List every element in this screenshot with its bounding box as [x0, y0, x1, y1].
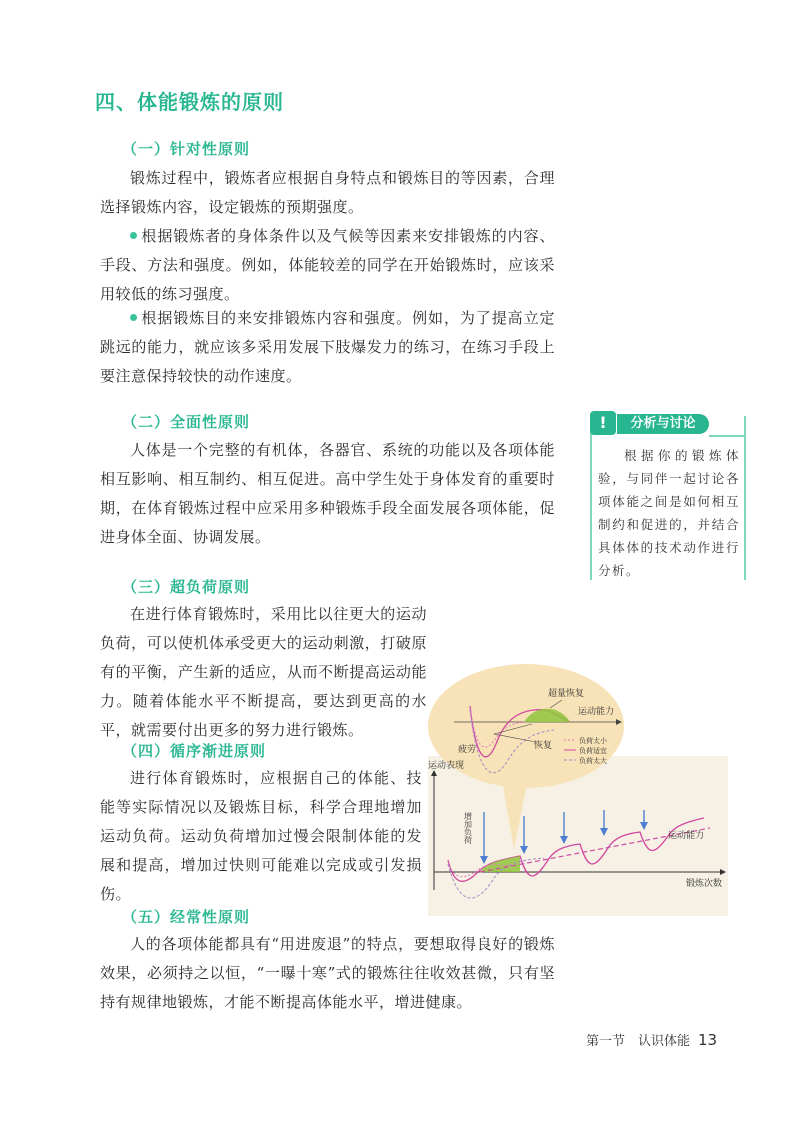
- divider: [709, 435, 744, 437]
- page-title: 四、体能锻炼的原则: [95, 90, 284, 114]
- label-recovery: 恢复: [534, 741, 553, 751]
- bullet-icon: [130, 314, 137, 321]
- legend-right: 负荷适宜: [579, 747, 607, 755]
- discussion-text: 根据你的锻炼体验，与同伴一起讨论各项体能之间是如何相互制约和促进的，并结合具体体的技术动作进行分析。: [598, 448, 740, 578]
- bullet-text: 根据锻炼目的来安排锻炼内容和强度。例如，为了提高立定跳远的能力，就应该多采用发展下肢爆发力的练习，在练习手段上要注意保持较快的动作速度。: [100, 309, 555, 385]
- section-heading-targeted: （一）针对性原则: [122, 140, 251, 158]
- label-load-increase: 增加负荷: [463, 812, 473, 844]
- exclamation-icon: !: [590, 411, 616, 435]
- label-supercompensation: 超量恢复: [548, 689, 585, 699]
- section-heading-regularity: （五）经常性原则: [122, 908, 251, 926]
- paragraph: 人的各项体能都具有“用进废退”的特点，要想取得良好的锻炼效果，必须持之以恒，“一曝十寒”式的锻炼往往收效甚微，只有坚持有规律地锻炼，才能不断提高体能水平，增进健康。: [100, 935, 555, 1011]
- legend-small: 负荷太小: [579, 737, 607, 745]
- label-ability-inset: 运动能力: [578, 707, 615, 717]
- supercompensation-figure: [424, 660, 734, 922]
- bullet-paragraph: [100, 304, 555, 391]
- y-axis-label: 运动表现: [428, 761, 465, 771]
- section-heading-overload: （三）超负荷原则: [122, 578, 251, 596]
- section-heading-comprehensive: （二）全面性原则: [122, 413, 251, 431]
- legend-large: 负荷太大: [579, 757, 607, 765]
- discussion-title: 分析与讨论: [617, 414, 709, 434]
- paragraph: 进行体育锻炼时，应根据自己的体能、技能等实际情况以及锻炼目标，科学合理地增加运动负荷。运动负荷增加过慢会限制体能的发展和提高，增加过快则可能难以完成或引发损伤。: [100, 769, 422, 903]
- page-footer: [586, 1030, 717, 1049]
- x-axis-label: 锻炼次数: [686, 879, 723, 889]
- footer-section: 第一节 认识体能: [586, 1034, 691, 1049]
- label-fatigue: 疲劳: [458, 745, 477, 755]
- bullet-icon: [130, 232, 137, 239]
- page-number: 13: [698, 1031, 718, 1049]
- paragraph: 锻炼过程中，锻炼者应根据自身特点和锻炼目的等因素，合理选择锻炼内容，设定锻炼的预期强度。: [100, 169, 555, 216]
- section-heading-progressive: （四）循序渐进原则: [122, 742, 267, 760]
- paragraph-text: 在进行体育锻炼时，采用比以往更大的运动负荷，可以使机体承受更大的运动刺激，打破原有的平衡，产生新的适应，从而不断提高运动能力。随着体能水平不断提高，要达到更高的水平，就需要付出更多的努力进行锻炼。: [100, 605, 427, 739]
- bullet-paragraph: [100, 222, 555, 309]
- paragraph: 人体是一个完整的有机体，各器官、系统的功能以及各项体能相互影响、相互制约、相互促进。高中学生处于身体发育的重要时期，在体育锻炼过程中应采用多种锻炼手段全面发展各项体能，促进身体全面、协调发展。: [100, 441, 555, 546]
- label-ability-main: 运动能力: [668, 831, 705, 841]
- bullet-text: 根据锻炼者的身体条件以及气候等因素来安排锻炼的内容、手段、方法和强度。例如，体能较差的同学在开始锻炼时，应该采用较低的练习强度。: [100, 227, 555, 303]
